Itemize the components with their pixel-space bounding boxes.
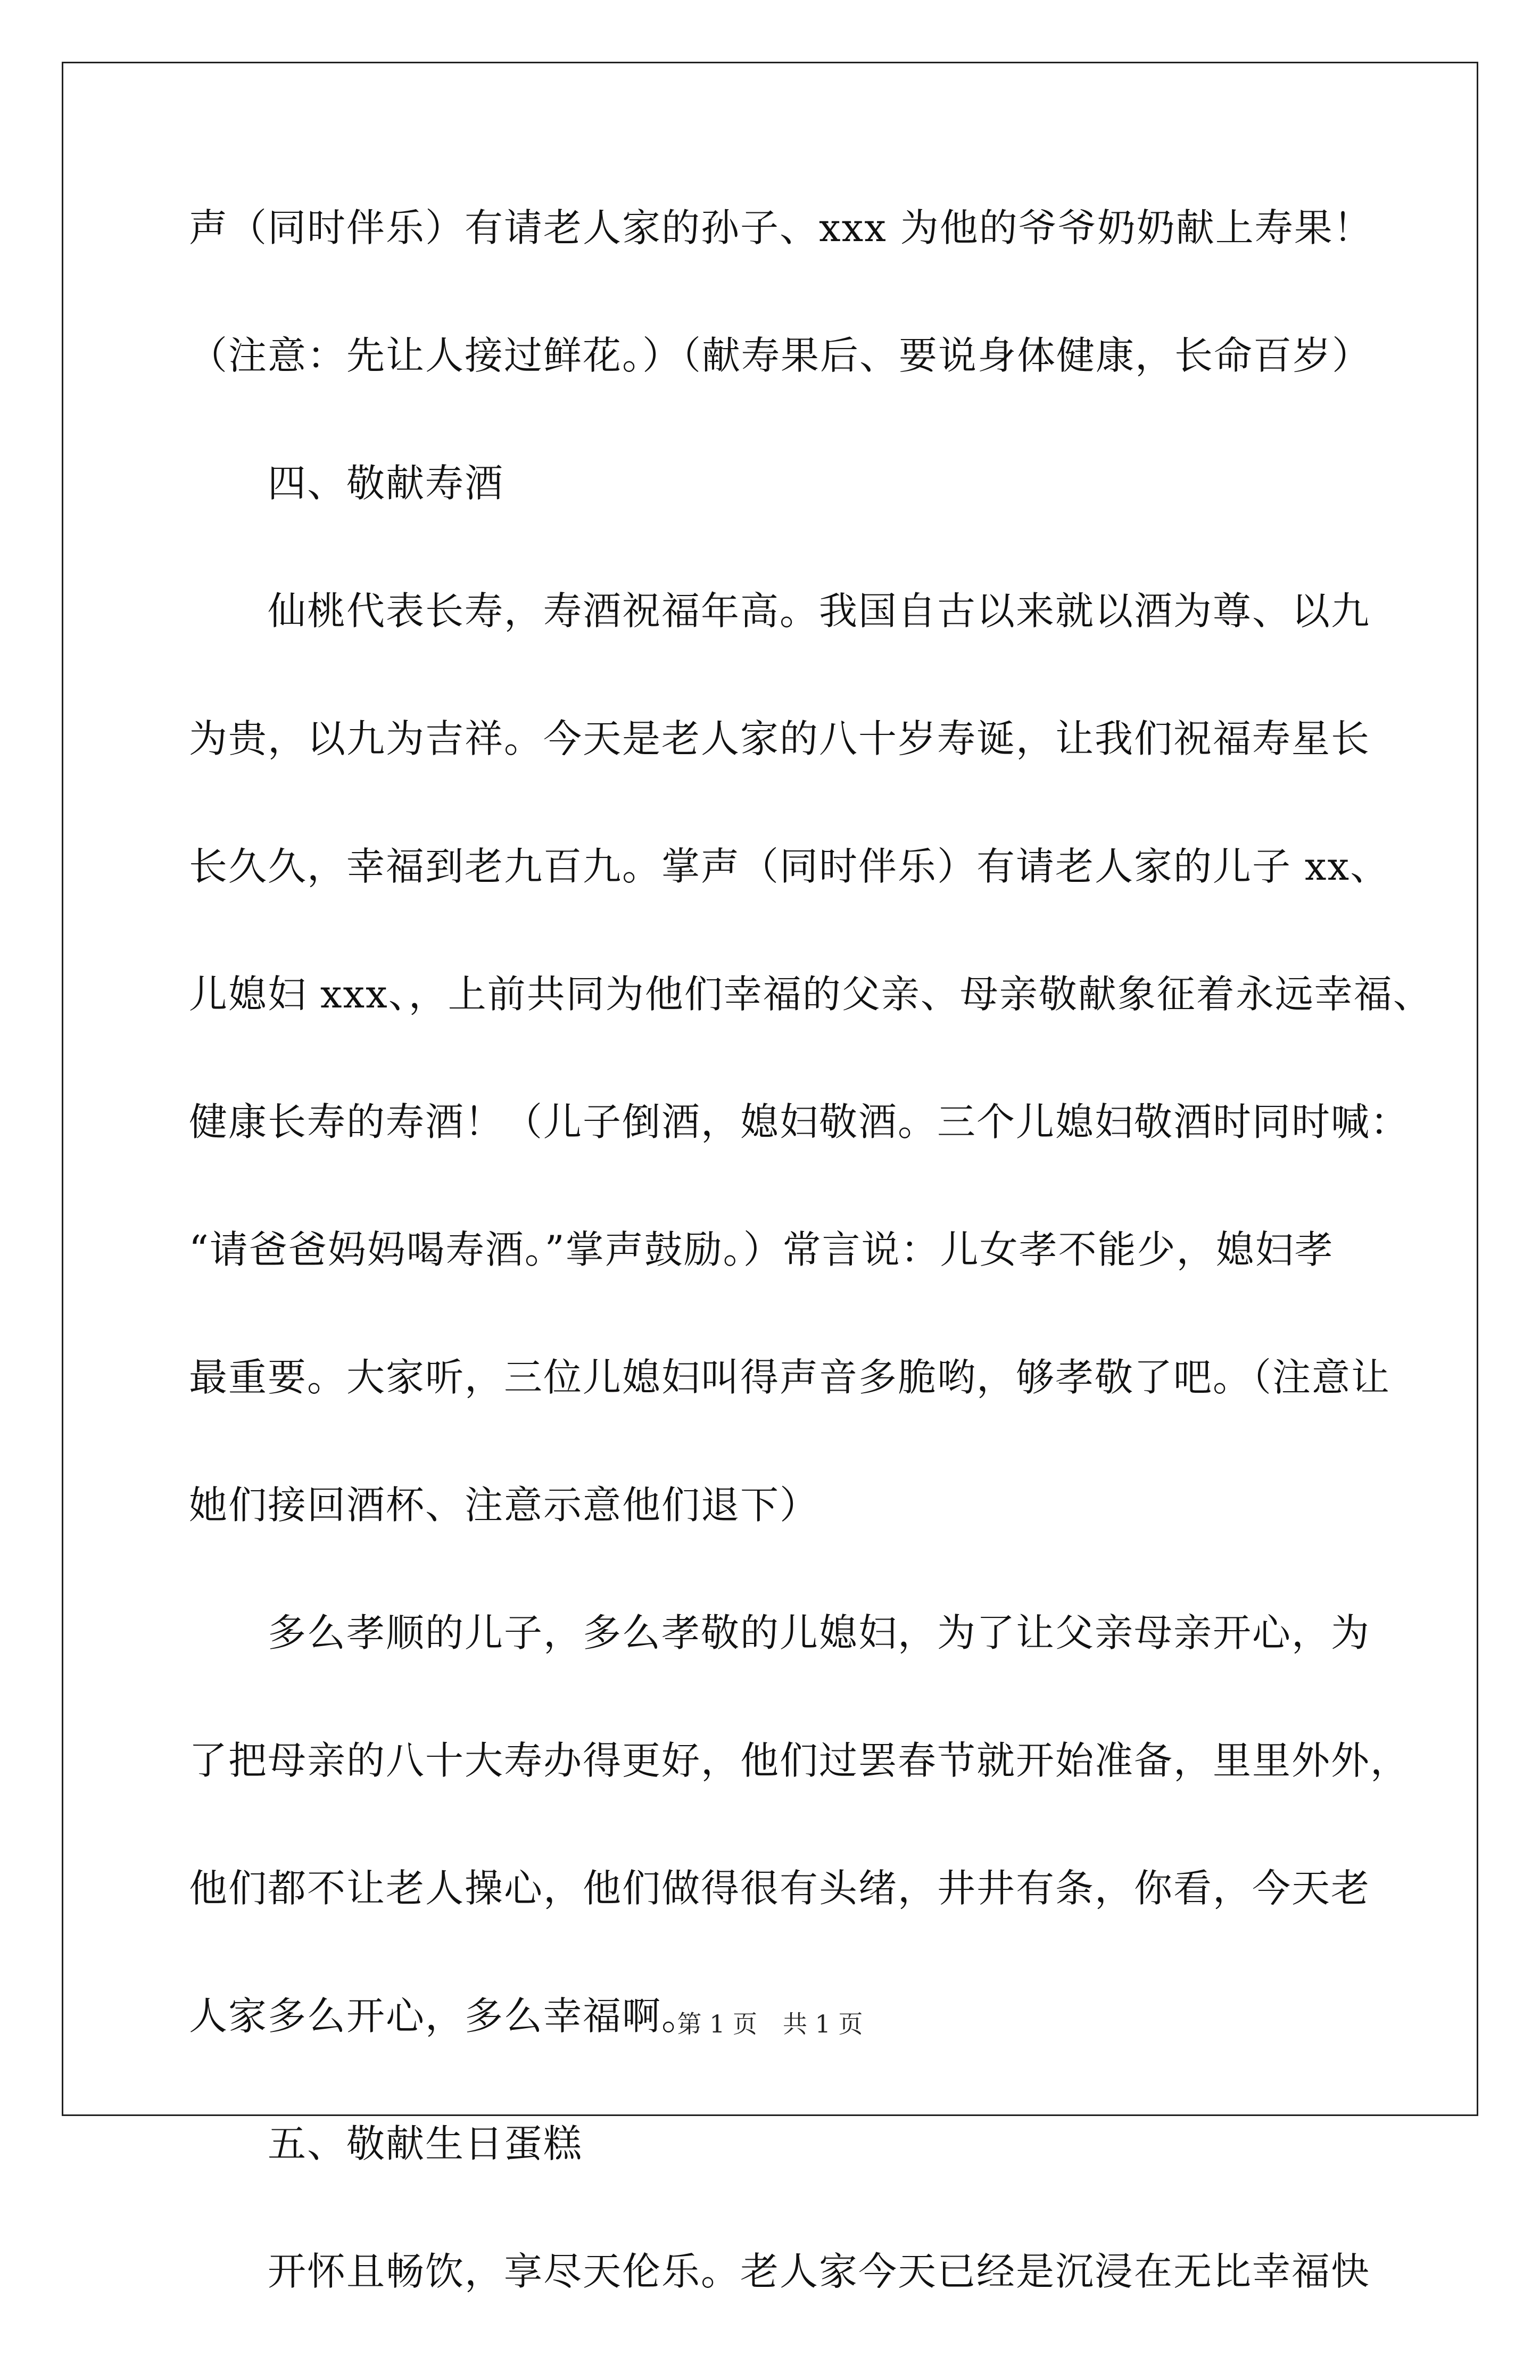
text-line: 人家多么开心，多么幸福啊。 <box>189 1994 701 2038</box>
text-line: 为贵，以九为吉祥。今天是老人家的八十岁寿诞，让我们祝福寿星长 <box>189 716 1371 761</box>
text-line: 健康长寿的寿酒！（儿子倒酒，媳妇敬酒。三个儿媳妇敬酒时同时喊： <box>189 1100 1410 1144</box>
section-heading: 四、敬献寿酒 <box>268 461 504 506</box>
text-line: 仙桃代表长寿，寿酒祝福年高。我国自古以来就以酒为尊、以九 <box>268 589 1371 633</box>
text-line: 声（同时伴乐）有请老人家的孙子、xxx 为他的爷爷奶奶献上寿果！ <box>189 205 1373 250</box>
text-line: 她们接回酒杯、注意示意他们退下） <box>189 1483 819 1527</box>
text-line: 儿媳妇 xxx、，上前共同为他们幸福的父亲、母亲敬献象征着永远幸福、 <box>189 972 1433 1017</box>
text-line: 开怀且畅饮，享尽天伦乐。老人家今天已经是沉浸在无比幸福快 <box>268 2249 1371 2294</box>
text-line: （注意：先让人接过鲜花。）（献寿果后、要说身体健康，长命百岁） <box>189 333 1372 378</box>
text-line: 了把母亲的八十大寿办得更好，他们过罢春节就开始准备，里里外外， <box>189 1738 1410 1783</box>
section-heading: 五、敬献生日蛋糕 <box>268 2121 583 2166</box>
page-footer <box>0 2011 1540 2037</box>
page-count: 共 1 页 <box>783 2010 863 2038</box>
text-line: 最重要。大家听，三位儿媳妇叫得声音多脆哟，够孝敬了吧。（注意让 <box>189 1355 1391 1400</box>
document-body <box>189 205 1433 2380</box>
text-line: 多么孝顺的儿子，多么孝敬的儿媳妇，为了让父亲母亲开心，为 <box>268 1610 1371 1655</box>
text-line: 长久久，幸福到老九百九。掌声（同时伴乐）有请老人家的儿子 xx、 <box>189 844 1390 889</box>
text-line: “请爸爸妈妈喝寿酒。”掌声鼓励。）常言说：儿女孝不能少，媳妇孝 <box>189 1227 1334 1272</box>
text-line: 他们都不让老人操心，他们做得很有头绪，井井有条，你看，今天老 <box>189 1866 1371 1911</box>
page-number: 第 1 页 <box>677 2010 757 2038</box>
